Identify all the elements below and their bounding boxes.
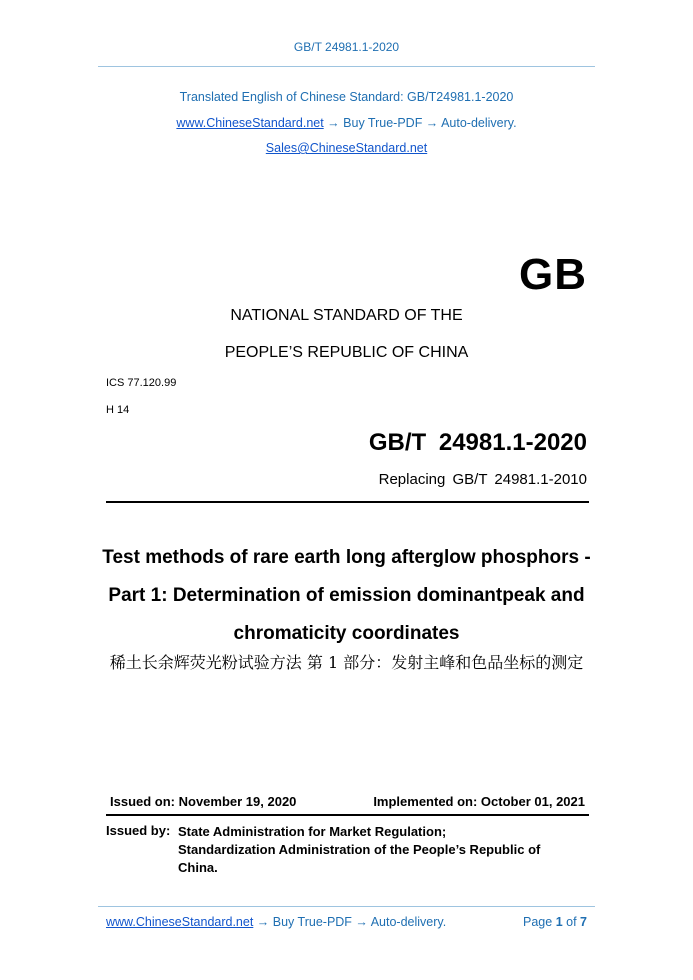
gb-mark: GB [519, 250, 587, 299]
issued-by-authorities [178, 823, 578, 877]
title-line-2: Part 1: Determination of emission dominantpeak and [108, 585, 585, 606]
footer-site-link[interactable]: www.ChineseStandard.net [106, 915, 254, 929]
standard-number: GB/T 24981.1-2020 [368, 429, 587, 456]
replacing-note: Replacing GB/T 24981.1-2010 [378, 471, 587, 488]
classification-code: H 14 [106, 404, 130, 416]
implemented-on-date: Implemented on: October 01, 2021 [373, 794, 585, 809]
issuer-1: State Administration for Market Regulation; [178, 824, 447, 839]
title-divider [106, 501, 589, 503]
footer-purchase-text: → Buy True-PDF → Auto-delivery. [253, 915, 447, 929]
page-total: 7 [580, 915, 587, 929]
dates-divider [106, 814, 589, 816]
ics-code: ICS 77.120.99 [106, 377, 177, 389]
email-link[interactable]: Sales@ChineseStandard.net [265, 141, 428, 155]
issued-by-label: Issued by: [106, 823, 171, 838]
page-current: 1 [555, 915, 563, 929]
footer-divider [98, 906, 595, 907]
page-of: of [566, 915, 577, 929]
chinese-title: 稀土长余辉荧光粉试验方法 第 1 部分：发射主峰和色品坐标的测定 [109, 653, 584, 672]
national-standard-line1: NATIONAL STANDARD OF THE [230, 307, 463, 324]
email-line [0, 141, 693, 155]
title-line-3: chromaticity coordinates [233, 623, 460, 644]
national-standard-line2: PEOPLE’S REPUBLIC OF CHINA [224, 344, 469, 361]
page-indicator [523, 915, 587, 929]
title-line-1: Test methods of rare earth long afterglow phosphors - [102, 547, 591, 568]
issuer-2: Standardization Administration of the People’s Republic of China. [178, 842, 541, 875]
document-title [0, 539, 693, 653]
page-label: Page [523, 915, 553, 929]
running-header: GB/T 24981.1-2020 [293, 40, 400, 54]
footer-purchase-line [106, 915, 446, 929]
header-divider [98, 66, 595, 67]
site-link[interactable]: www.ChineseStandard.net [176, 116, 324, 130]
translation-note: Translated English of Chinese Standard: GB/T24981.1-2020 [179, 90, 514, 104]
purchase-text: → Buy True-PDF → Auto-delivery. [323, 116, 517, 130]
issued-on-date: Issued on: November 19, 2020 [110, 794, 297, 809]
purchase-line [0, 116, 693, 130]
